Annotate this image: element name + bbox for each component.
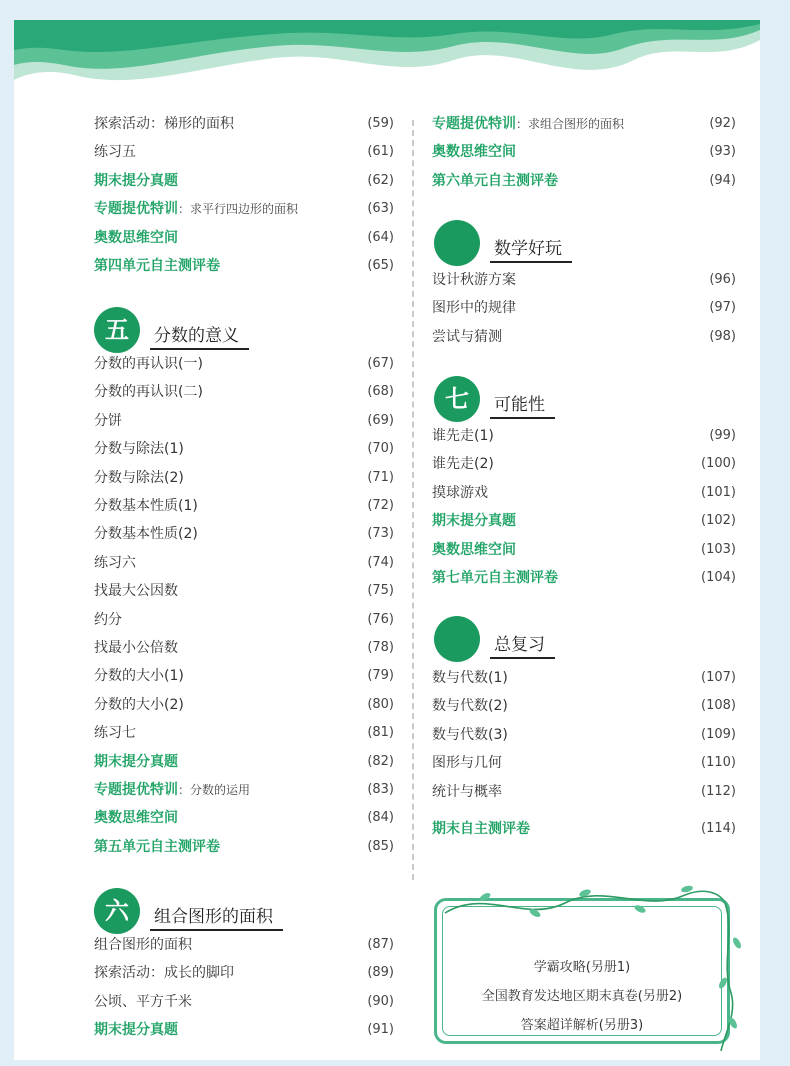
entry-page-number: (108) (701, 698, 736, 714)
entry-title-main: 图形与几何 (432, 755, 502, 772)
entry-title (94, 636, 178, 660)
toc-entry (94, 409, 394, 433)
entry-title-main: 分数基本性质(1) (94, 498, 198, 514)
toc-entry (94, 226, 394, 250)
entry-page-number: (97) (709, 300, 736, 316)
entry-title (432, 424, 494, 448)
entry-title (94, 1018, 178, 1042)
entry-title-main: 摸球游戏 (432, 484, 488, 501)
entry-title-main: 图形中的规律 (432, 300, 516, 317)
entry-title-main: 期末自主测评卷 (432, 821, 530, 837)
entry-title (94, 750, 178, 774)
toc-entry (94, 437, 394, 461)
toc-entry (432, 452, 736, 476)
entry-title-main: 找最小公倍数 (94, 640, 178, 656)
toc-entry (432, 666, 736, 690)
toc-entry (432, 751, 736, 775)
toc-entry (94, 636, 394, 660)
entry-page-number: (59) (367, 116, 394, 131)
entry-page-number: (91) (367, 1022, 394, 1038)
entry-title-main: 第七单元自主测评卷 (432, 570, 558, 586)
entry-page-number: (102) (701, 513, 736, 529)
entry-page-number: (104) (701, 570, 736, 585)
toc-entry (94, 169, 394, 193)
entry-title-main: 找最大公因数 (94, 583, 178, 600)
entry-title-main: 探索活动：梯形的面积 (94, 116, 234, 132)
unit-title: 可能性 (490, 390, 555, 419)
toc-entry (432, 566, 736, 590)
toc-entry (94, 608, 394, 632)
entry-title-main: 第五单元自主测评卷 (94, 838, 220, 855)
entry-title (94, 380, 203, 404)
entry-page-number: (82) (367, 753, 394, 769)
entry-title (94, 169, 178, 193)
entry-page-number: (64) (367, 229, 394, 245)
entry-title (94, 579, 178, 603)
entry-title-tail: ：分数的运用 (178, 783, 251, 797)
toc-entry (94, 1018, 394, 1042)
toc-entry (94, 140, 394, 164)
entry-title-main: 练习五 (94, 144, 136, 161)
entry-page-number: (78) (367, 640, 394, 655)
unit-number-badge (434, 616, 480, 662)
entry-page-number: (90) (367, 993, 394, 1009)
entry-page-number: (92) (709, 116, 736, 131)
entry-title-main: 分数与除法(1) (94, 441, 184, 458)
unit-number-badge (434, 220, 480, 266)
entry-page-number: (114) (701, 821, 736, 836)
entry-title (432, 566, 558, 590)
toc-entry (94, 466, 394, 490)
entry-title (94, 494, 198, 518)
entry-page-number: (96) (709, 272, 736, 287)
unit-number-badge: 六 (94, 888, 140, 934)
entry-page-number: (84) (367, 810, 394, 826)
toc-entry (94, 494, 394, 518)
card-line-2: 全国教育发达地区期末真卷(另册2) (481, 989, 683, 1004)
toc-entry (432, 169, 736, 193)
toc-entry (432, 723, 736, 747)
entry-page-number: (101) (701, 484, 736, 500)
toc-entry (94, 522, 394, 546)
toc-entry (432, 268, 736, 292)
unit-number-badge: 七 (434, 376, 480, 422)
entry-title-main: 谁先走(1) (432, 428, 494, 444)
entry-title (432, 325, 502, 349)
entry-title (432, 169, 558, 193)
toc-entry (94, 933, 394, 957)
toc-entry (94, 551, 394, 575)
column-divider (412, 120, 414, 880)
entry-title-main: 第四单元自主测评卷 (94, 258, 220, 274)
entry-title-main: 期末提分真题 (94, 1022, 178, 1039)
entry-page-number: (100) (701, 456, 736, 472)
entry-page-number: (61) (367, 144, 394, 160)
toc-entry (94, 112, 394, 136)
entry-title (432, 538, 516, 562)
entry-page-number: (93) (709, 144, 736, 160)
entry-title-main: 组合图形的面积 (94, 937, 192, 953)
entry-title (432, 694, 508, 718)
entry-title-main: 分饼 (94, 412, 122, 429)
toc-entry (94, 721, 394, 745)
entry-title-main: 数与代数(1) (432, 670, 508, 686)
entry-page-number: (85) (367, 838, 394, 854)
entry-page-number: (70) (367, 441, 394, 457)
card-line-3: 答案超详解析(另册3) (520, 1018, 644, 1033)
toc-entry (432, 140, 736, 164)
entry-title-main: 期末提分真题 (94, 172, 178, 189)
entry-title-main: 奥数思维空间 (94, 810, 178, 827)
entry-title (94, 112, 234, 136)
entry-title (94, 961, 234, 985)
entry-title (432, 140, 516, 164)
toc-entry (94, 835, 394, 859)
card-line-1: 学霸攻略(另册1) (533, 960, 631, 975)
entry-title-tail: ：求组合图形的面积 (516, 117, 625, 131)
entry-title-main: 约分 (94, 611, 122, 628)
entry-title (94, 522, 198, 546)
entry-title-main: 设计秋游方案 (432, 272, 516, 288)
wave-banner (14, 20, 760, 110)
entry-title (432, 481, 488, 505)
entry-title (94, 352, 203, 376)
entry-title-main: 专题提优特训 (94, 201, 178, 218)
entry-title-main: 奥数思维空间 (432, 541, 516, 558)
entry-title (432, 452, 494, 476)
entry-page-number: (107) (701, 670, 736, 685)
entry-title (432, 751, 502, 775)
entry-title-main: 统计与概率 (432, 783, 502, 800)
entry-title-main: 分数的大小(1) (94, 668, 184, 685)
entry-title (94, 466, 184, 490)
entry-title-tail: ：求平行四边形的面积 (178, 202, 299, 217)
entry-title (94, 551, 136, 575)
entry-title (94, 835, 220, 859)
entry-title-main: 数与代数(3) (432, 726, 508, 743)
entry-page-number: (69) (367, 412, 394, 428)
toc-entry (94, 352, 394, 376)
entry-title-main: 练习六 (94, 554, 136, 571)
entry-page-number: (71) (367, 469, 394, 485)
entry-page-number: (109) (701, 726, 736, 742)
unit-title: 组合图形的面积 (150, 902, 283, 931)
entry-page-number: (73) (367, 526, 394, 542)
entry-title (94, 721, 136, 745)
entry-title (432, 509, 516, 533)
toc-page (14, 20, 760, 1060)
unit-title: 分数的意义 (150, 321, 249, 350)
entry-page-number: (79) (367, 668, 394, 684)
entry-page-number: (83) (367, 782, 394, 797)
toc-entry (94, 197, 394, 221)
entry-title-main: 探索活动：成长的脚印 (94, 965, 234, 982)
entry-title-main: 专题提优特训 (432, 116, 516, 132)
toc-entry (432, 694, 736, 718)
toc-entry (94, 750, 394, 774)
entry-page-number: (81) (367, 725, 394, 741)
entry-title (94, 806, 178, 830)
entry-title-main: 第六单元自主测评卷 (432, 172, 558, 189)
unit-number-badge: 五 (94, 307, 140, 353)
toc-entry (432, 424, 736, 448)
entry-title (94, 437, 184, 461)
toc-entry (94, 664, 394, 688)
entry-title-main: 奥数思维空间 (432, 144, 516, 161)
entry-title-main: 分数的再认识(一) (94, 356, 203, 372)
entry-page-number: (94) (709, 172, 736, 188)
entry-title-main: 期末提分真题 (432, 513, 516, 530)
entry-title-main: 专题提优特训 (94, 782, 178, 798)
entry-title-main: 数与代数(2) (432, 698, 508, 715)
entry-title-main: 期末提分真题 (94, 753, 178, 770)
entry-page-number: (67) (367, 356, 394, 371)
toc-entry (94, 990, 394, 1014)
entry-title-main: 分数基本性质(2) (94, 526, 198, 543)
entry-title (94, 140, 136, 164)
entry-page-number: (80) (367, 696, 394, 712)
entry-page-number: (62) (367, 172, 394, 188)
toc-entry (94, 254, 394, 278)
entry-title (432, 112, 624, 136)
toc-entry (432, 112, 736, 136)
entry-title (432, 723, 508, 747)
entry-title (94, 778, 250, 802)
entry-title-main: 奥数思维空间 (94, 229, 178, 246)
entry-page-number: (87) (367, 937, 394, 952)
toc-entry (432, 296, 736, 320)
entry-title (432, 817, 530, 841)
entry-title-main: 分数的再认识(二) (94, 384, 203, 401)
unit-title: 总复习 (490, 630, 555, 659)
toc-entry (94, 778, 394, 802)
toc-entry (94, 806, 394, 830)
entry-page-number: (75) (367, 583, 394, 599)
entry-title (432, 780, 502, 804)
entry-page-number: (76) (367, 611, 394, 627)
toc-entry (94, 579, 394, 603)
entry-title-main: 分数的大小(2) (94, 696, 184, 713)
unit-title: 数学好玩 (490, 234, 572, 263)
entry-title (94, 226, 178, 250)
toc-entry (432, 538, 736, 562)
entry-page-number: (112) (701, 783, 736, 799)
entry-title (94, 990, 192, 1014)
entry-title (94, 409, 122, 433)
toc-entry (432, 481, 736, 505)
entry-page-number: (74) (367, 554, 394, 570)
entry-page-number: (103) (701, 541, 736, 557)
entry-title (432, 666, 508, 690)
toc-entry (432, 817, 736, 841)
entry-title (432, 268, 516, 292)
entry-title (432, 296, 516, 320)
entry-page-number: (98) (709, 328, 736, 344)
toc-entry (94, 961, 394, 985)
entry-page-number: (63) (367, 201, 394, 217)
entry-page-number: (89) (367, 965, 394, 981)
entry-title (94, 254, 220, 278)
toc-entry (94, 693, 394, 717)
entry-page-number: (72) (367, 498, 394, 513)
entry-page-number: (68) (367, 384, 394, 400)
entry-page-number: (99) (709, 428, 736, 443)
supplement-card (434, 898, 730, 1044)
entry-title-main: 分数与除法(2) (94, 469, 184, 486)
toc-entry (432, 325, 736, 349)
entry-page-number: (110) (701, 755, 736, 771)
toc-entry (432, 509, 736, 533)
entry-title (94, 608, 122, 632)
entry-title (94, 693, 184, 717)
entry-page-number: (65) (367, 258, 394, 273)
toc-entry (94, 380, 394, 404)
entry-title (94, 197, 298, 221)
entry-title-main: 尝试与猜测 (432, 328, 502, 345)
entry-title-main: 公顷、平方千米 (94, 993, 192, 1010)
entry-title (94, 933, 192, 957)
toc-entry (432, 780, 736, 804)
entry-title (94, 664, 184, 688)
entry-title-main: 谁先走(2) (432, 456, 494, 473)
entry-title-main: 练习七 (94, 725, 136, 742)
